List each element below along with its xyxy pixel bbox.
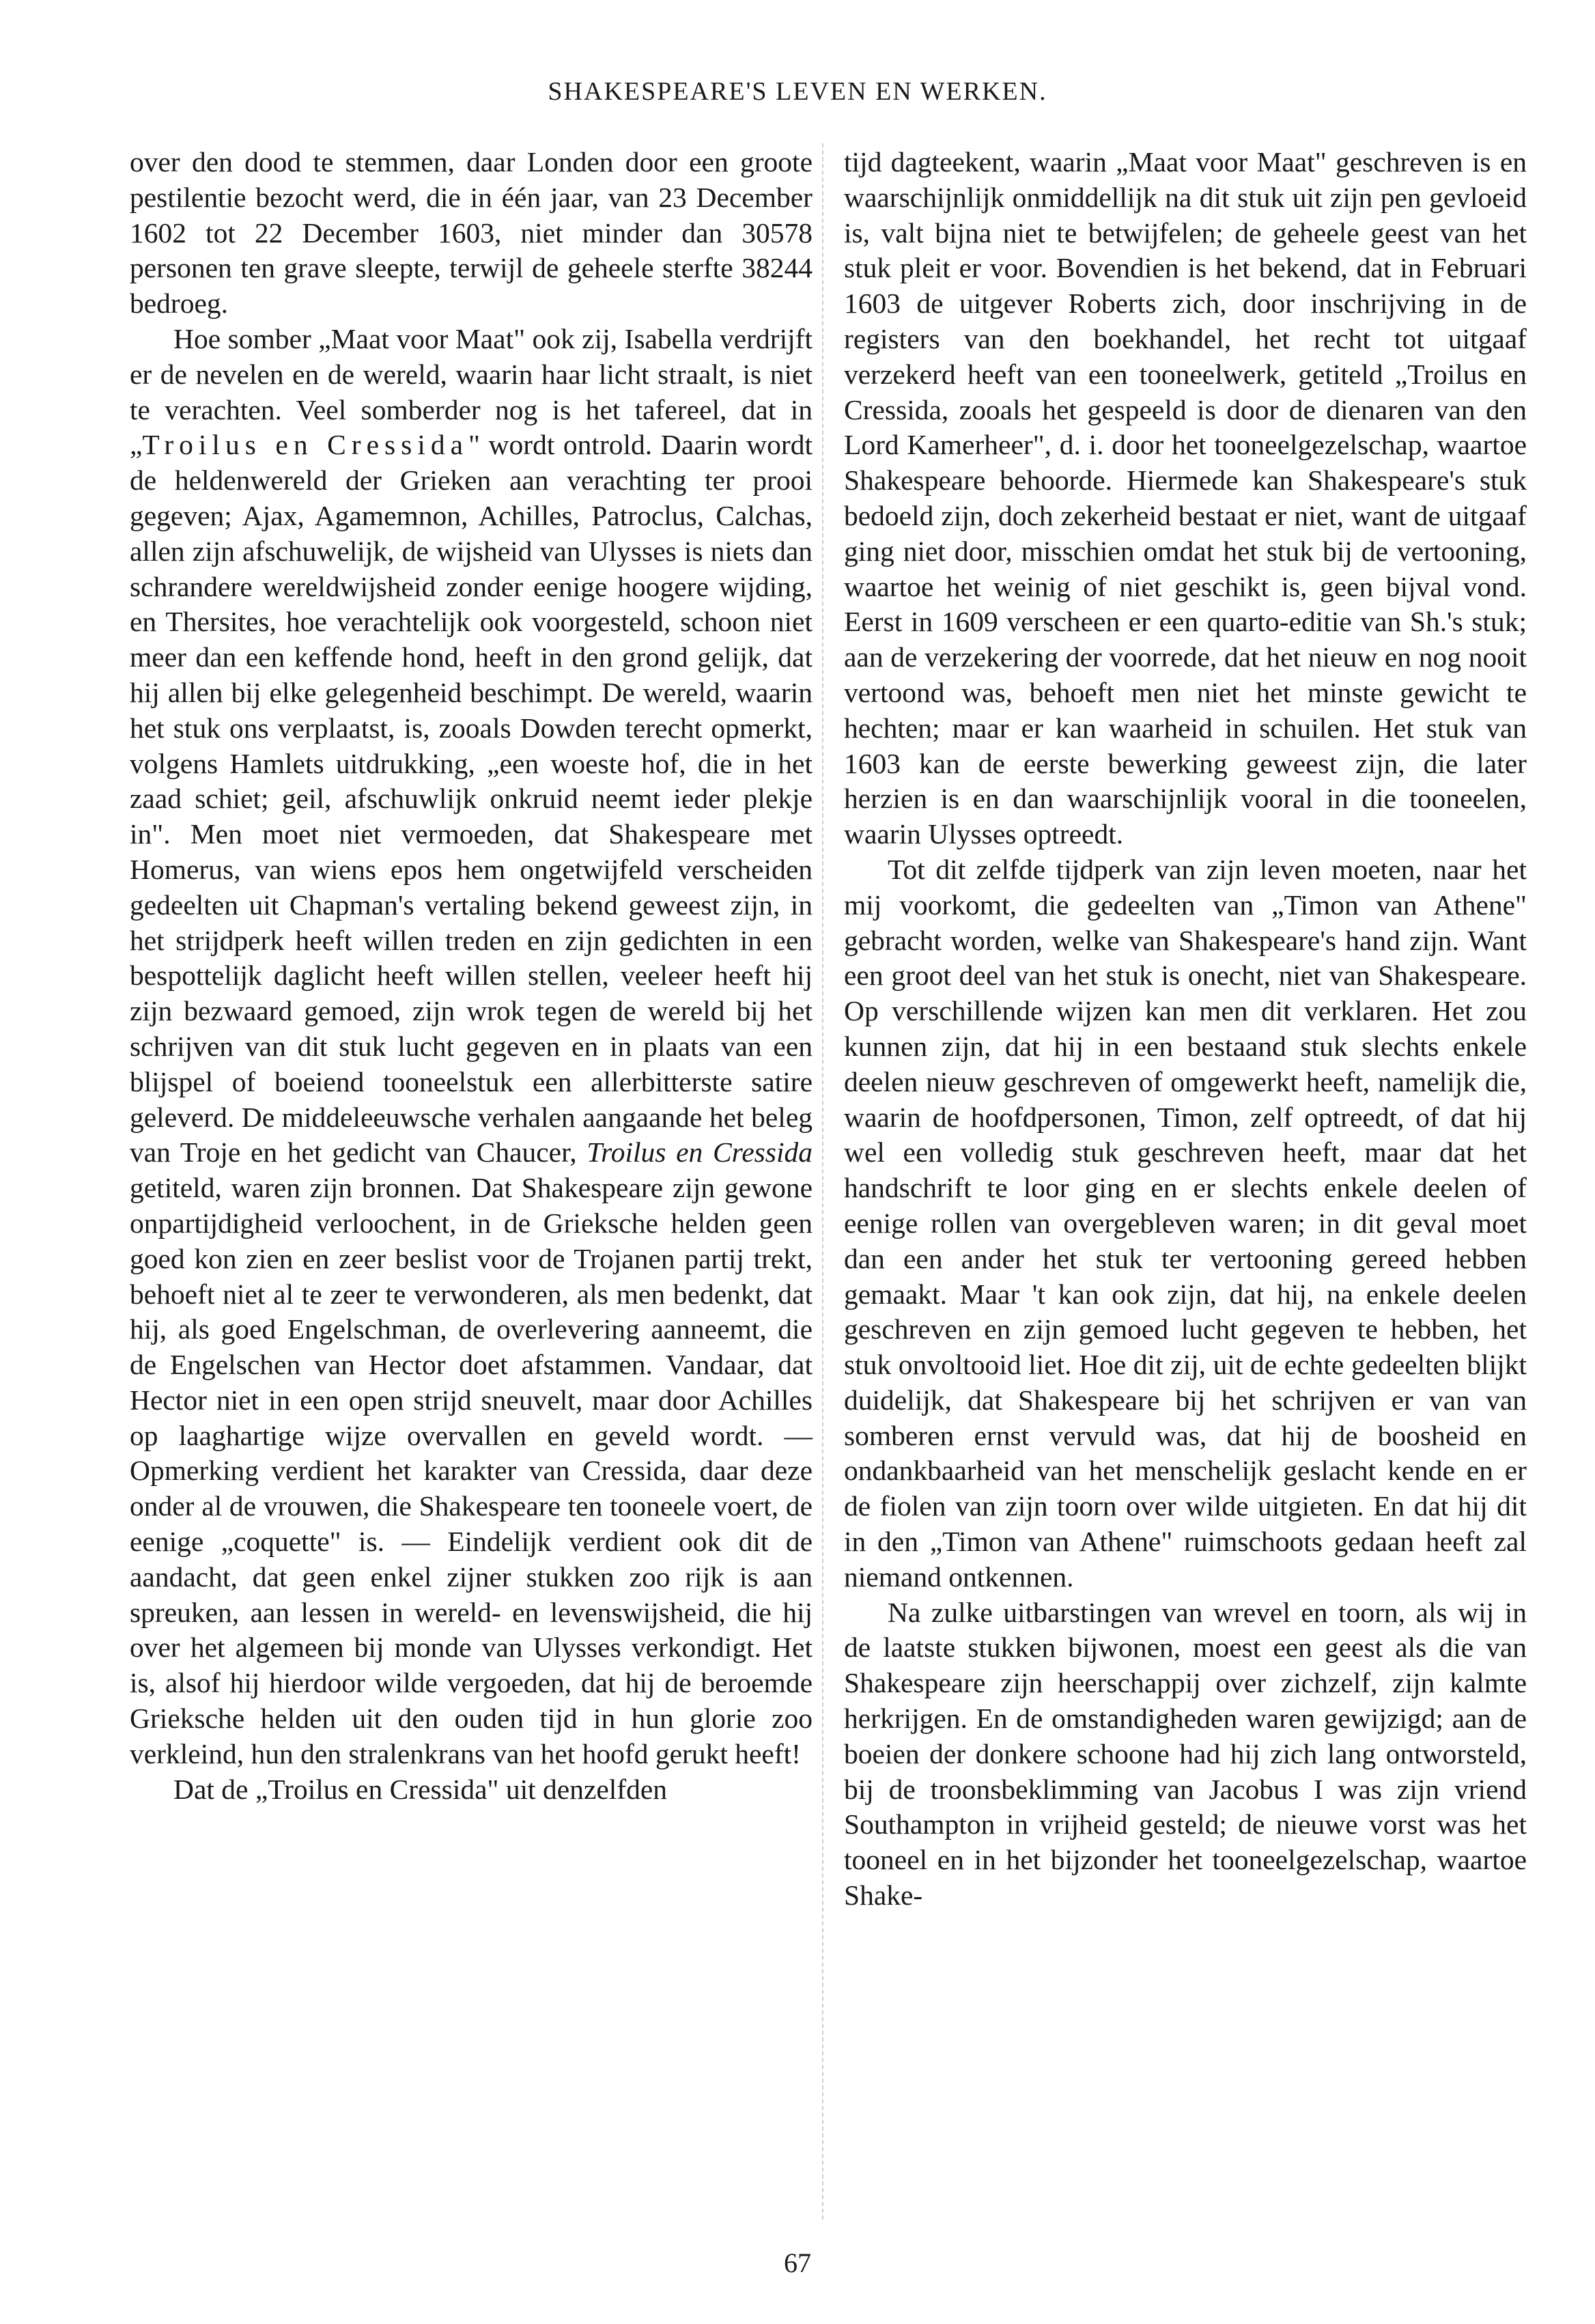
italic-title: Troilus en Cressida — [587, 1136, 813, 1168]
paragraph: Tot dit zelfde tijdperk van zijn leven moeten, naar het mij voorkomt, die gedeelten van „Timon van Athene" gebracht worden, welke van Shakespeare's hand zijn. Want een groot deel van het stuk is onecht, niet van Shakespeare. Op verschillende wijzen kan men dit verklaren. Het zou kunnen zijn, dat hij in een bestaand stuk slechts enkele deelen nieuw geschreven of omgewerkt heeft, namelijk die, waarin de hoofdpersonen, Timon, zelf optreedt, of dat hij wel een volledig stuk geschreven heeft, maar dat het handschrift te loor ging en er slechts enkele deelen of eenige rollen van overgebleven waren; in dit geval moet dan een ander het stuk ter vertooning gereed hebben gemaakt. Maar 't kan ook zijn, dat hij, na enkele deelen geschreven en zijn gemoed lucht gegeven te hebben, het stuk onvoltooid liet. Hoe dit zij, uit de echte gedeelten blijkt duidelijk, dat Shakespeare bij het schrijven er van van somberen ernst vervuld was, dat hij de boosheid en ondankbaarheid van het menschelijk geslacht kende en er de fiolen van zijn toorn over wilde uitgieten. En dat hij dit in den „Timon van Athene" ruimschoots gedaan heeft zal niemand ontkennen. — [844, 853, 1527, 1593]
right-column — [844, 145, 1527, 1914]
text-run: Hoe somber „Maat voor Maat" ook zij, Isabella verdrijft er de nevelen en de wereld, waarin haar licht straalt, is niet te verachten. Veel somberder nog is het tafereel, dat in „ — [130, 322, 813, 461]
paragraph: Dat de „Troilus en Cressida" uit denzelfden — [173, 1773, 668, 1805]
running-title: SHAKESPEARE'S LEVEN EN WERKEN. — [548, 77, 1047, 106]
page-number: 67 — [784, 2248, 811, 2278]
text-run: getiteld, waren zijn bronnen. Dat Shakespeare zijn gewone onpartijdigheid verloochent, in de Grieksche helden geen goed kon zien en zeer beslist voor de Trojanen partij trekt, behoeft niet al te zeer te verwonderen, als men bedenkt, dat hij, als goed Engelschman, de overlevering aanneemt, die de Engelschen van Hector doet afstammen. Vandaar, dat Hector niet in een open strijd sneuvelt, maar door Achilles op laaghartige wijze overvallen en geveld wordt. — Opmerking verdient het karakter van Cressida, daar deze onder al de vrouwen, die Shakespeare ten tooneele voert, de eenige „coquette" is. — Eindelijk verdient ook dit de aandacht, dat geen enkel zijner stukken zoo rijk is aan spreuken, aan lessen in wereld- en levenswijsheid, die hij over het algemeen bij monde van Ulysses verkondigt. Het is, alsof hij hierdoor wilde vergoeden, dat hij de beroemde Grieksche helden uit den ouden tijd in hun glorie zoo verkleind, hun den stralenkrans van het hoofd gerukt heeft! — [130, 1172, 813, 1769]
text-run: " wordt ontrold. Daarin wordt de heldenwereld der Grieken aan verachting ter prooi gegeven; Ajax, Agamemnon, Achilles, Patroclus, Calchas, allen zijn afschuwelijk, de wijsheid van Ulysses is niets dan schrandere wereldwijsheid zonder eenige hoogere wijding, en Thersites, hoe verachtelijk ook voorgesteld, schoon niet meer dan een keffende hond, heeft in den grond gelijk, dat hij allen bij elke gelegenheid beschimpt. De wereld, waarin het stuk ons verplaatst, is, zooals Dowden terecht opmerkt, volgens Hamlets uitdrukking, „een woeste hof, die in het zaad schiet; geil, afschuwlijk onkruid neemt ieder plekje in". Men moet niet vermoeden, dat Shakespeare met Homerus, van wiens epos hem ongetwijfeld verscheiden gedeelten uit Chapman's vertaling bekend geweest zijn, in het strijdperk heeft willen treden en zijn gedichten in een bespottelijk daglicht heeft willen stellen, veeleer heeft hij zijn bezwaard gemoed, zijn wrok tegen de wereld bij het schrijven van dit stuk lucht gegeven en in plaats van een blijspel of boeiend tooneelstuk een allerbitterste satire geleverd. De middeleeuwsche verhalen aangaande het beleg van Troje en het gedicht van Chaucer, — [130, 429, 813, 1168]
paragraph — [130, 322, 813, 1772]
paragraph: tijd dagteekent, waarin „Maat voor Maat" geschreven is en waarschijnlijk onmiddellijk na dit stuk uit zijn pen gevloeid is, valt bijna niet te betwijfelen; de geheele geest van het stuk pleit er voor. Bovendien is het bekend, dat in Februari 1603 de uitgever Roberts zich, door inschrijving in de registers van den boekhandel, het recht tot uitgaaf verzekerd heeft van een tooneelwerk, getiteld „Troilus en Cressida, zooals het gespeeld is door de dienaren van den Lord Kamerheer", d. i. door het tooneelgezelschap, waartoe Shakespeare behoorde. Hiermede kan Shakespeare's stuk bedoeld zijn, doch zekerheid bestaat er niet, want de uitgaaf ging niet door, misschien omdat het stuk bij de vertooning, waartoe het weinig of niet geschikt is, geen bijval vond. Eerst in 1609 verscheen er een quarto-editie van Sh.'s stuk; aan de verzekering der voorrede, dat het nieuw en nog nooit vertoond was, behoeft men niet het minste gewicht te hechten; maar er kan waarheid in schuilen. Het stuk van 1603 kan de eerste bewerking geweest zijn, die later herzien is en dan waarschijnlijk vooral in die tooneelen, waarin Ulysses optreedt. — [844, 146, 1527, 850]
spaced-title: Troilus en Cressida — [142, 429, 469, 461]
paragraph: Na zulke uitbarstingen van wrevel en toorn, als wij in de laatste stukken bijwonen, moest een geest als die van Shakespeare zijn heerschappij over zichzelf, zijn kalmte herkrijgen. En de omstandigheden waren gewijzigd; aan de boeien der donkere schoone had hij zich lang ontworsteld, bij de troonsbeklimming van Jacobus I was zijn vriend Southampton in vrijheid gesteld; de nieuwe vorst was het tooneel en in het bijzonder het tooneelgezelschap, waartoe Shake- — [844, 1596, 1527, 1912]
column-divider — [822, 143, 823, 2220]
left-column — [130, 145, 813, 1807]
paragraph: over den dood te stemmen, daar Londen door een groote pestilentie bezocht werd, die in één jaar, van 23 December 1602 tot 22 December 1603, niet minder dan 30578 personen ten grave sleepte, terwijl de geheele sterfte 38244 bedroeg. — [130, 146, 813, 320]
